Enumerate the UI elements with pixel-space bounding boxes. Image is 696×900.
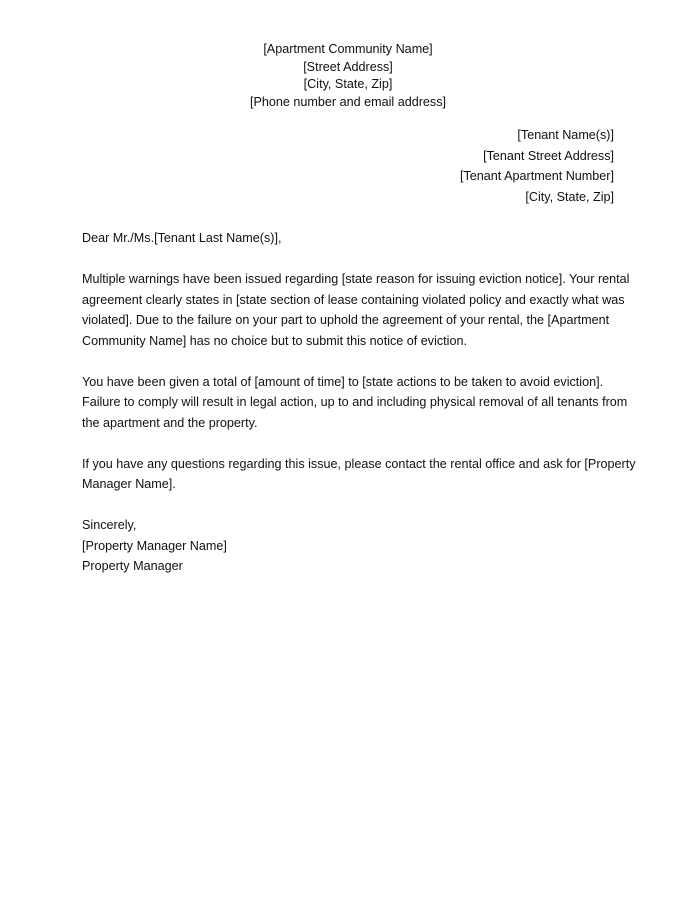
- paragraph-questions: [82, 454, 636, 495]
- recipient-address-block: [460, 125, 614, 208]
- paragraph-eviction-reason: [82, 269, 630, 351]
- paragraph-line: Manager Name].: [82, 477, 176, 491]
- paragraph-spacer: [82, 495, 618, 516]
- paragraph-spacer: [82, 249, 618, 270]
- signer-title: Property Manager: [82, 559, 183, 573]
- paragraph-time-given: [82, 372, 628, 434]
- salutation: Dear Mr./Ms.[Tenant Last Name(s)],: [82, 231, 282, 245]
- paragraph-line: If you have any questions regarding this issue, please contact the rental office and ask for [Property: [82, 456, 636, 471]
- paragraph-line: the apartment and the property.: [82, 415, 258, 430]
- paragraph-line: Failure to comply will result in legal action, up to and including physical removal of all tenants from: [82, 395, 628, 409]
- paragraph-spacer: [82, 433, 618, 454]
- sender-street-address: [Street Address]: [303, 59, 393, 74]
- paragraph-spacer: [82, 351, 618, 372]
- recipient-city-state-zip: [City, State, Zip]: [525, 190, 614, 205]
- letter-body: [82, 228, 636, 577]
- paragraph-line: Multiple warnings have been issued regarding [state reason for issuing eviction notice]. Your rental: [82, 272, 630, 286]
- signature-block: [82, 515, 618, 577]
- recipient-street-address: [Tenant Street Address]: [483, 148, 614, 163]
- sender-contact-info: [Phone number and email address]: [249, 94, 447, 109]
- paragraph-line: Community Name] has no choice but to submit this notice of eviction.: [82, 333, 467, 348]
- sender-address-block: [0, 41, 696, 111]
- paragraph-line: You have been given a total of [amount of time] to [state actions to be taken to avoid eviction].: [82, 374, 604, 389]
- recipient-tenant-names: [Tenant Name(s)]: [517, 128, 614, 142]
- paragraph-line: violated]. Due to the failure on your part to uphold the agreement of your rental, the [Apartment: [82, 313, 610, 327]
- sender-city-state-zip: [City, State, Zip]: [303, 77, 393, 91]
- closing: Sincerely,: [82, 518, 137, 532]
- recipient-apartment-number: [Tenant Apartment Number]: [459, 169, 614, 184]
- sender-community-name: [Apartment Community Name]: [263, 42, 433, 56]
- signer-name: [Property Manager Name]: [82, 538, 227, 553]
- paragraph-line: agreement clearly states in [state section of lease containing violated policy and exactly what was: [82, 292, 625, 307]
